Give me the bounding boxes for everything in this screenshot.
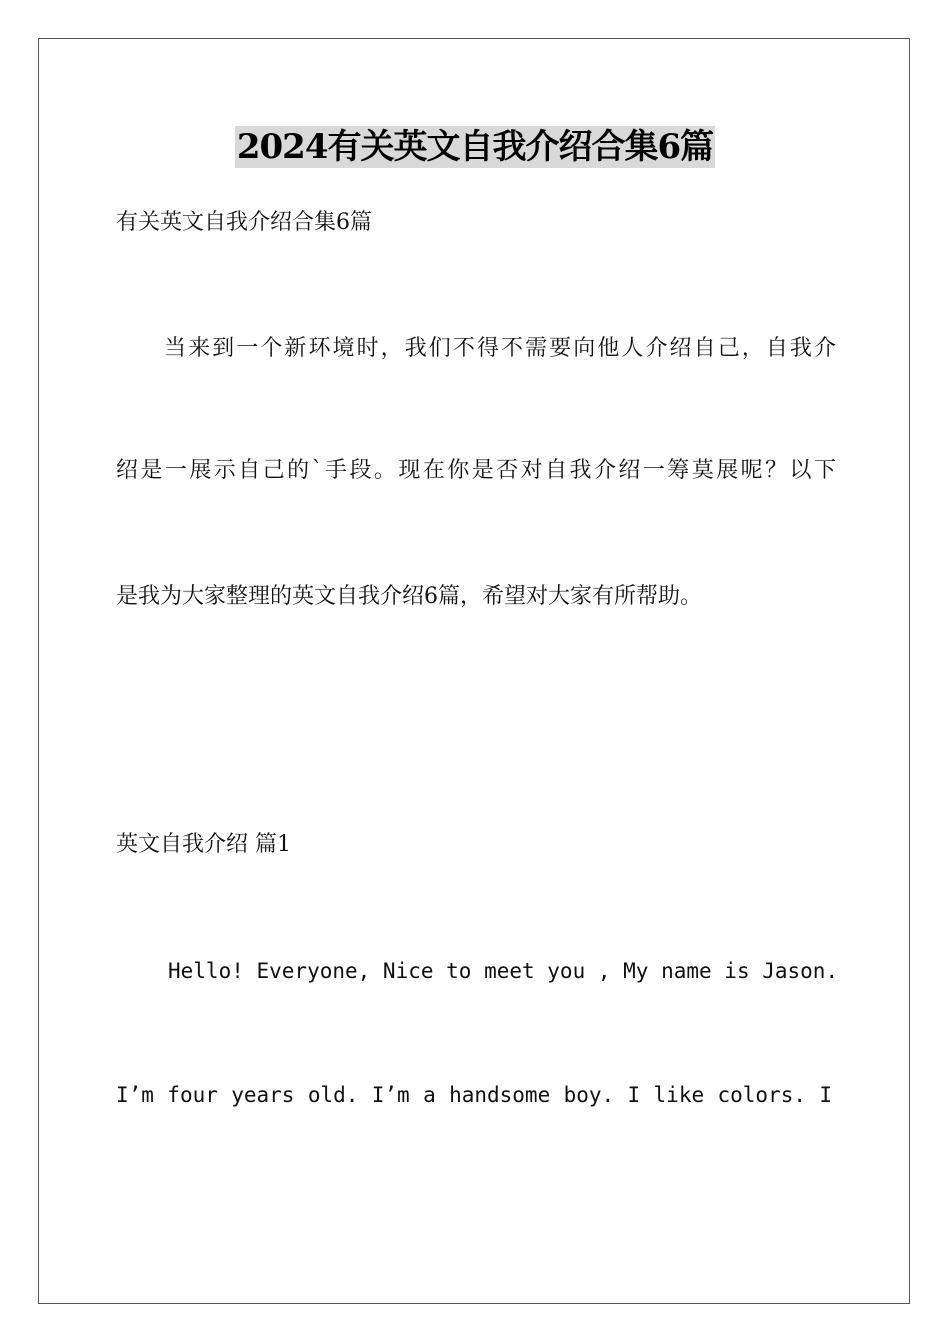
section-line-2: I’m four years old. I’m a handsome boy. I like colors. I	[116, 1083, 832, 1107]
section-line-1: Hello! Everyone, Nice to meet you , My name is Jason.	[168, 959, 839, 983]
intro-line-2: 绍是一展示自己的`手段。现在你是否对自我介绍一筹莫展呢？以下	[116, 458, 836, 483]
document-subtitle: 有关英文自我介绍合集6篇	[116, 210, 372, 235]
intro-line-1: 当来到一个新环境时，我们不得不需要向他人介绍自己，自我介	[164, 336, 836, 361]
document-title: 2024有关英文自我介绍合集6篇	[236, 127, 714, 167]
intro-line-3: 是我为大家整理的英文自我介绍6篇，希望对大家有所帮助。	[116, 584, 702, 609]
title-container	[0, 126, 950, 168]
section-heading: 英文自我介绍 篇1	[116, 832, 291, 857]
